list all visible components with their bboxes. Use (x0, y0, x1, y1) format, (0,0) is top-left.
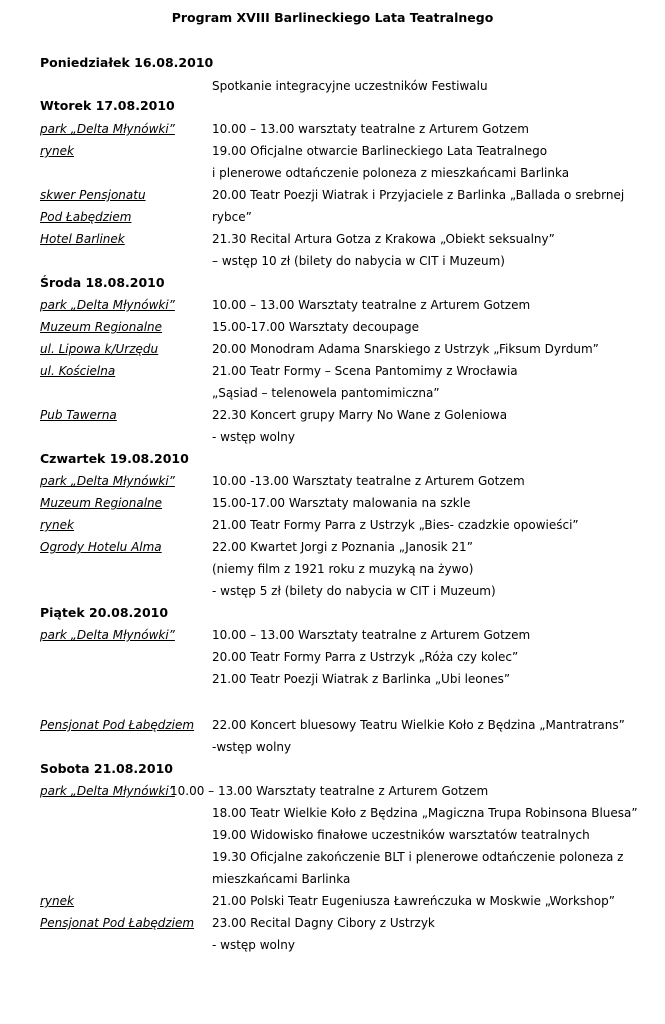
schedule-row (0, 580, 665, 602)
schedule-row (0, 868, 665, 890)
day-heading: Piątek 20.08.2010 (40, 605, 169, 620)
venue-name: park „Delta Młynówki” (40, 298, 175, 312)
event-text: 20.00 Teatr Formy Parra z Ustrzyk „Róża czy kolec” (212, 650, 519, 664)
venue-name: Muzeum Regionalne (40, 320, 163, 334)
day-heading-row (0, 448, 665, 470)
venue-name: park „Delta Młynówki” (40, 122, 175, 136)
day-heading: Wtorek 17.08.2010 (40, 98, 175, 113)
venue-name: skwer Pensjonatu (40, 188, 146, 202)
event-text: „Sąsiad – telenowela pantomimiczna” (212, 386, 440, 400)
schedule-row (0, 780, 665, 802)
venue-name: rynek (40, 144, 74, 158)
schedule-row (0, 514, 665, 536)
venue-name: ul. Kościelna (40, 364, 116, 378)
event-text: Spotkanie integracyjne uczestników Festiwalu (212, 79, 488, 93)
schedule-row (0, 250, 665, 272)
event-text: 10.00 – 13.00 Warsztaty teatralne z Arturem Gotzem (212, 628, 531, 642)
schedule-row (0, 294, 665, 316)
schedule-row (0, 934, 665, 956)
event-text: 15.00-17.00 Warsztaty malowania na szkle (212, 496, 471, 510)
schedule-row (0, 140, 665, 162)
schedule-row (0, 846, 665, 868)
schedule-row (0, 228, 665, 250)
schedule-row (0, 338, 665, 360)
venue-name: rynek (40, 894, 74, 908)
event-text: - wstęp wolny (212, 430, 295, 444)
venue-name: Pod Łabędziem (40, 210, 132, 224)
event-text: 20.00 Monodram Adama Snarskiego z Ustrzyk „Fiksum Dyrdum” (212, 342, 599, 356)
event-text: 15.00-17.00 Warsztaty decoupage (212, 320, 419, 334)
schedule-row (0, 558, 665, 580)
venue-name: rynek (40, 518, 74, 532)
schedule-row (0, 824, 665, 846)
venue-name: Ogrody Hotelu Alma (40, 540, 162, 554)
schedule-row (0, 360, 665, 382)
schedule-row (0, 316, 665, 338)
schedule-row (0, 890, 665, 912)
venue-name: park „Delta Młynówki” (40, 784, 175, 798)
event-text: 10.00 – 13.00 Warsztaty teatralne z Arturem Gotzem (212, 298, 531, 312)
venue-name: park „Delta Młynówki” (40, 474, 175, 488)
schedule-row (0, 75, 665, 97)
event-text: 21.00 Teatr Formy – Scena Pantomimy z Wrocławia (212, 364, 518, 378)
event-text: – wstęp 10 zł (bilety do nabycia w CIT i Muzeum) (212, 254, 505, 268)
event-text: 23.00 Recital Dagny Cibory z Ustrzyk (212, 916, 435, 930)
event-text: - wstęp wolny (212, 938, 295, 952)
schedule-row (0, 736, 665, 758)
event-text: 19.00 Oficjalne otwarcie Barlineckiego Lata Teatralnego (212, 144, 548, 158)
schedule-row (0, 536, 665, 558)
schedule-row (0, 184, 665, 206)
day-heading: Środa 18.08.2010 (40, 275, 165, 290)
day-heading-row (0, 602, 665, 624)
schedule-row (0, 404, 665, 426)
event-text: 21.00 Teatr Formy Parra z Ustrzyk „Bies- czadzkie opowieści” (212, 518, 579, 532)
schedule-row (0, 714, 665, 736)
venue-name: Hotel Barlinek (40, 232, 125, 246)
event-text: mieszkańcami Barlinka (212, 872, 351, 886)
venue-name: Muzeum Regionalne (40, 496, 163, 510)
event-text: -wstęp wolny (212, 740, 292, 754)
schedule-row (0, 802, 665, 824)
schedule-row (0, 426, 665, 448)
day-heading-row (0, 758, 665, 780)
venue-name: Pensjonat Pod Łabędziem (40, 916, 195, 930)
day-heading: Poniedziałek 16.08.2010 (40, 55, 214, 70)
schedule-row (0, 206, 665, 228)
document-title: Program XVIII Barlineckiego Lata Teatralnego (171, 10, 494, 25)
venue-name: Pensjonat Pod Łabędziem (40, 718, 195, 732)
event-text: 21.00 Teatr Poezji Wiatrak z Barlinka „Ubi leones” (212, 672, 511, 686)
schedule-row (0, 624, 665, 646)
event-text: 20.00 Teatr Poezji Wiatrak i Przyjaciele z Barlinka „Ballada o srebrnej (212, 188, 625, 202)
event-text: rybce” (212, 210, 252, 224)
schedule-row (0, 912, 665, 934)
event-text: 21.30 Recital Artura Gotza z Krakowa „Obiekt seksualny” (212, 232, 555, 246)
event-text: i plenerowe odtańczenie poloneza z mieszkańcami Barlinka (212, 166, 570, 180)
day-heading-row (0, 95, 665, 117)
schedule-row (0, 470, 665, 492)
event-text: 10.00 -13.00 Warsztaty teatralne z Arturem Gotzem (212, 474, 525, 488)
event-text: 18.00 Teatr Wielkie Koło z Będzina „Magiczna Trupa Robinsona Bluesa” (212, 806, 638, 820)
venue-name: ul. Lipowa k/Urzędu (40, 342, 159, 356)
day-heading-row (0, 52, 665, 74)
event-text: - wstęp 5 zł (bilety do nabycia w CIT i Muzeum) (212, 584, 496, 598)
venue-name: Pub Tawerna (40, 408, 117, 422)
event-text: 21.00 Polski Teatr Eugeniusza Ławreńczuka w Moskwie „Workshop” (212, 894, 615, 908)
event-text: 22.00 Kwartet Jorgi z Poznania „Janosik 21” (212, 540, 473, 554)
day-heading-row (0, 272, 665, 294)
event-text: 10.00 – 13.00 Warsztaty teatralne z Arturem Gotzem (170, 784, 489, 798)
event-text: 19.30 Oficjalne zakończenie BLT i plenerowe odtańczenie poloneza z (212, 850, 624, 864)
event-text: 10.00 – 13.00 warsztaty teatralne z Arturem Gotzem (212, 122, 529, 136)
day-heading: Sobota 21.08.2010 (40, 761, 173, 776)
schedule-row (0, 668, 665, 690)
event-text: 22.00 Koncert bluesowy Teatru Wielkie Koło z Będzina „Mantratrans” (212, 718, 625, 732)
schedule-row (0, 646, 665, 668)
event-text: 19.00 Widowisko finałowe uczestników warsztatów teatralnych (212, 828, 590, 842)
day-heading: Czwartek 19.08.2010 (40, 451, 189, 466)
event-text: (niemy film z 1921 roku z muzyką na żywo) (212, 562, 474, 576)
venue-name: park „Delta Młynówki” (40, 628, 175, 642)
schedule-row (0, 118, 665, 140)
schedule-row (0, 162, 665, 184)
event-text: 22.30 Koncert grupy Marry No Wane z Goleniowa (212, 408, 508, 422)
schedule-row (0, 382, 665, 404)
schedule-row (0, 492, 665, 514)
